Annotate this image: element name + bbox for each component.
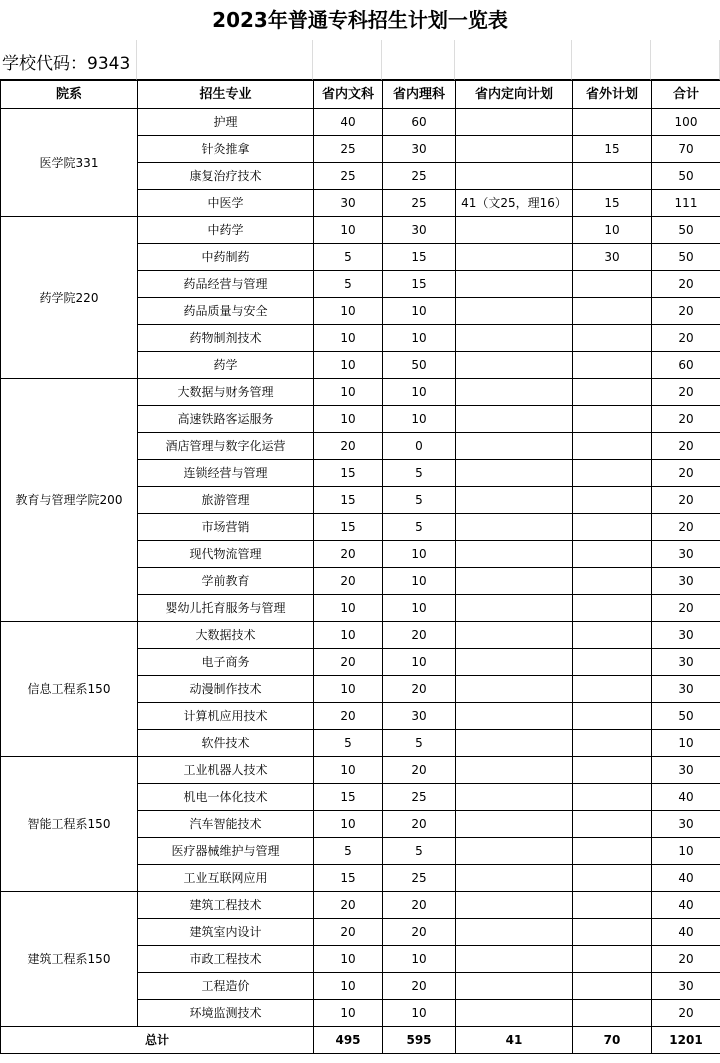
in-province-arts: 10 xyxy=(314,325,383,352)
in-province-science: 5 xyxy=(383,460,456,487)
out-of-province xyxy=(573,352,652,379)
out-of-province xyxy=(573,460,652,487)
in-province-arts: 10 xyxy=(314,1000,383,1027)
row-total: 20 xyxy=(652,298,720,325)
out-of-province xyxy=(573,595,652,622)
in-province-arts: 10 xyxy=(314,757,383,784)
in-province-science: 20 xyxy=(383,622,456,649)
in-province-science: 20 xyxy=(383,676,456,703)
major-name: 环境监测技术 xyxy=(138,1000,314,1027)
header-in-province-science: 省内理科 xyxy=(383,81,456,109)
major-name: 药品经营与管理 xyxy=(138,271,314,298)
in-province-directed xyxy=(456,757,573,784)
out-of-province: 15 xyxy=(573,190,652,217)
in-province-science: 25 xyxy=(383,190,456,217)
in-province-arts: 10 xyxy=(314,811,383,838)
out-of-province xyxy=(573,622,652,649)
header-major: 招生专业 xyxy=(138,81,314,109)
in-province-directed xyxy=(456,595,573,622)
grand-total-label: 总计 xyxy=(1,1027,314,1054)
department-name: 医学院331 xyxy=(1,109,138,217)
header-department: 院系 xyxy=(1,81,138,109)
in-province-arts: 10 xyxy=(314,406,383,433)
out-of-province xyxy=(573,784,652,811)
out-of-province xyxy=(573,487,652,514)
row-total: 40 xyxy=(652,892,720,919)
enrollment-plan-table xyxy=(0,80,720,1054)
row-total: 40 xyxy=(652,784,720,811)
out-of-province: 30 xyxy=(573,244,652,271)
in-province-arts: 15 xyxy=(314,865,383,892)
row-total: 50 xyxy=(652,244,720,271)
in-province-directed xyxy=(456,163,573,190)
page-title: 2023年普通专科招生计划一览表 xyxy=(212,8,508,32)
major-name: 动漫制作技术 xyxy=(138,676,314,703)
out-of-province xyxy=(573,838,652,865)
in-province-science: 10 xyxy=(383,406,456,433)
in-province-arts: 5 xyxy=(314,838,383,865)
in-province-directed xyxy=(456,541,573,568)
in-province-arts: 25 xyxy=(314,136,383,163)
major-name: 计算机应用技术 xyxy=(138,703,314,730)
in-province-arts: 10 xyxy=(314,352,383,379)
row-total: 30 xyxy=(652,541,720,568)
out-of-province xyxy=(573,973,652,1000)
in-province-science: 20 xyxy=(383,757,456,784)
in-province-arts: 5 xyxy=(314,244,383,271)
grand-total-directed: 41 xyxy=(456,1027,573,1054)
major-name: 婴幼儿托育服务与管理 xyxy=(138,595,314,622)
row-total: 20 xyxy=(652,433,720,460)
row-total: 20 xyxy=(652,1000,720,1027)
major-name: 建筑室内设计 xyxy=(138,919,314,946)
in-province-arts: 10 xyxy=(314,622,383,649)
out-of-province: 10 xyxy=(573,217,652,244)
department-name: 教育与管理学院200 xyxy=(1,379,138,622)
in-province-science: 10 xyxy=(383,649,456,676)
in-province-science: 10 xyxy=(383,1000,456,1027)
in-province-arts: 20 xyxy=(314,568,383,595)
major-name: 现代物流管理 xyxy=(138,541,314,568)
out-of-province xyxy=(573,109,652,136)
department-name: 药学院220 xyxy=(1,217,138,379)
in-province-science: 15 xyxy=(383,271,456,298)
in-province-science: 20 xyxy=(383,919,456,946)
out-of-province xyxy=(573,865,652,892)
grand-total-total: 1201 xyxy=(652,1027,720,1054)
in-province-science: 10 xyxy=(383,379,456,406)
row-total: 20 xyxy=(652,946,720,973)
in-province-directed xyxy=(456,892,573,919)
in-province-arts: 15 xyxy=(314,487,383,514)
grand-total-science: 595 xyxy=(383,1027,456,1054)
out-of-province xyxy=(573,568,652,595)
in-province-directed xyxy=(456,568,573,595)
department-name: 智能工程系150 xyxy=(1,757,138,892)
major-name: 药学 xyxy=(138,352,314,379)
major-name: 护理 xyxy=(138,109,314,136)
major-name: 旅游管理 xyxy=(138,487,314,514)
row-total: 20 xyxy=(652,379,720,406)
in-province-arts: 10 xyxy=(314,676,383,703)
in-province-science: 5 xyxy=(383,838,456,865)
out-of-province xyxy=(573,730,652,757)
in-province-directed xyxy=(456,730,573,757)
in-province-arts: 15 xyxy=(314,784,383,811)
in-province-science: 30 xyxy=(383,703,456,730)
out-of-province: 15 xyxy=(573,136,652,163)
row-total: 70 xyxy=(652,136,720,163)
row-total: 30 xyxy=(652,622,720,649)
table-row xyxy=(1,622,720,649)
row-total: 30 xyxy=(652,568,720,595)
table-row xyxy=(1,109,720,136)
department-name: 信息工程系150 xyxy=(1,622,138,757)
in-province-directed xyxy=(456,649,573,676)
table-row xyxy=(1,892,720,919)
row-total: 40 xyxy=(652,865,720,892)
major-name: 市场营销 xyxy=(138,514,314,541)
in-province-arts: 10 xyxy=(314,379,383,406)
out-of-province xyxy=(573,811,652,838)
header-in-province-arts: 省内文科 xyxy=(314,81,383,109)
in-province-arts: 5 xyxy=(314,730,383,757)
major-name: 大数据与财务管理 xyxy=(138,379,314,406)
header-out-of-province: 省外计划 xyxy=(573,81,652,109)
in-province-directed xyxy=(456,784,573,811)
out-of-province xyxy=(573,163,652,190)
major-name: 建筑工程技术 xyxy=(138,892,314,919)
in-province-arts: 10 xyxy=(314,595,383,622)
major-name: 工程造价 xyxy=(138,973,314,1000)
in-province-science: 60 xyxy=(383,109,456,136)
out-of-province xyxy=(573,298,652,325)
major-name: 药品质量与安全 xyxy=(138,298,314,325)
in-province-directed xyxy=(456,622,573,649)
major-name: 医疗器械维护与管理 xyxy=(138,838,314,865)
in-province-arts: 5 xyxy=(314,271,383,298)
in-province-arts: 20 xyxy=(314,649,383,676)
row-total: 20 xyxy=(652,595,720,622)
in-province-directed xyxy=(456,433,573,460)
in-province-science: 10 xyxy=(383,325,456,352)
in-province-science: 30 xyxy=(383,136,456,163)
in-province-directed xyxy=(456,325,573,352)
out-of-province xyxy=(573,514,652,541)
in-province-science: 5 xyxy=(383,514,456,541)
in-province-directed xyxy=(456,109,573,136)
major-name: 工业互联网应用 xyxy=(138,865,314,892)
major-name: 针灸推拿 xyxy=(138,136,314,163)
row-total: 111 xyxy=(652,190,720,217)
row-total: 20 xyxy=(652,271,720,298)
in-province-science: 25 xyxy=(383,163,456,190)
major-name: 连锁经营与管理 xyxy=(138,460,314,487)
in-province-arts: 10 xyxy=(314,298,383,325)
major-name: 康复治疗技术 xyxy=(138,163,314,190)
in-province-arts: 20 xyxy=(314,703,383,730)
in-province-arts: 10 xyxy=(314,217,383,244)
in-province-directed xyxy=(456,514,573,541)
in-province-science: 5 xyxy=(383,730,456,757)
in-province-science: 20 xyxy=(383,811,456,838)
in-province-arts: 10 xyxy=(314,946,383,973)
row-total: 20 xyxy=(652,460,720,487)
in-province-arts: 10 xyxy=(314,973,383,1000)
out-of-province xyxy=(573,703,652,730)
in-province-directed xyxy=(456,379,573,406)
in-province-arts: 15 xyxy=(314,514,383,541)
row-total: 30 xyxy=(652,757,720,784)
in-province-arts: 15 xyxy=(314,460,383,487)
table-row xyxy=(1,757,720,784)
major-name: 学前教育 xyxy=(138,568,314,595)
out-of-province xyxy=(573,325,652,352)
grand-total-arts: 495 xyxy=(314,1027,383,1054)
in-province-science: 15 xyxy=(383,244,456,271)
in-province-science: 20 xyxy=(383,892,456,919)
out-of-province xyxy=(573,892,652,919)
grand-total-row xyxy=(1,1027,720,1054)
header-in-province-directed: 省内定向计划 xyxy=(456,81,573,109)
row-total: 50 xyxy=(652,163,720,190)
out-of-province xyxy=(573,757,652,784)
in-province-science: 30 xyxy=(383,217,456,244)
in-province-directed xyxy=(456,919,573,946)
in-province-directed xyxy=(456,298,573,325)
out-of-province xyxy=(573,433,652,460)
out-of-province xyxy=(573,1000,652,1027)
in-province-directed xyxy=(456,460,573,487)
in-province-directed xyxy=(456,811,573,838)
major-name: 市政工程技术 xyxy=(138,946,314,973)
row-total: 30 xyxy=(652,649,720,676)
major-name: 工业机器人技术 xyxy=(138,757,314,784)
in-province-arts: 40 xyxy=(314,109,383,136)
in-province-arts: 20 xyxy=(314,919,383,946)
in-province-directed xyxy=(456,676,573,703)
major-name: 中药制药 xyxy=(138,244,314,271)
row-total: 10 xyxy=(652,730,720,757)
row-total: 30 xyxy=(652,676,720,703)
out-of-province xyxy=(573,541,652,568)
table-row xyxy=(1,217,720,244)
department-name: 建筑工程系150 xyxy=(1,892,138,1027)
out-of-province xyxy=(573,946,652,973)
row-total: 20 xyxy=(652,406,720,433)
in-province-science: 50 xyxy=(383,352,456,379)
in-province-directed xyxy=(456,271,573,298)
major-name: 中医学 xyxy=(138,190,314,217)
header-total: 合计 xyxy=(652,81,720,109)
major-name: 软件技术 xyxy=(138,730,314,757)
row-total: 50 xyxy=(652,217,720,244)
row-total: 50 xyxy=(652,703,720,730)
major-name: 机电一体化技术 xyxy=(138,784,314,811)
row-total: 20 xyxy=(652,325,720,352)
in-province-science: 10 xyxy=(383,298,456,325)
in-province-directed xyxy=(456,352,573,379)
row-total: 20 xyxy=(652,487,720,514)
in-province-directed xyxy=(456,136,573,163)
school-code-row xyxy=(0,40,720,80)
major-name: 高速铁路客运服务 xyxy=(138,406,314,433)
in-province-directed xyxy=(456,865,573,892)
row-total: 30 xyxy=(652,973,720,1000)
in-province-science: 10 xyxy=(383,568,456,595)
major-name: 大数据技术 xyxy=(138,622,314,649)
in-province-science: 0 xyxy=(383,433,456,460)
in-province-directed xyxy=(456,217,573,244)
in-province-arts: 30 xyxy=(314,190,383,217)
in-province-science: 5 xyxy=(383,487,456,514)
major-name: 酒店管理与数字化运营 xyxy=(138,433,314,460)
in-province-science: 10 xyxy=(383,541,456,568)
in-province-directed xyxy=(456,946,573,973)
row-total: 60 xyxy=(652,352,720,379)
in-province-directed xyxy=(456,973,573,1000)
major-name: 电子商务 xyxy=(138,649,314,676)
in-province-directed xyxy=(456,1000,573,1027)
in-province-directed xyxy=(456,838,573,865)
out-of-province xyxy=(573,406,652,433)
out-of-province xyxy=(573,649,652,676)
out-of-province xyxy=(573,676,652,703)
in-province-science: 10 xyxy=(383,595,456,622)
in-province-arts: 20 xyxy=(314,433,383,460)
in-province-science: 25 xyxy=(383,784,456,811)
out-of-province xyxy=(573,919,652,946)
in-province-directed xyxy=(456,703,573,730)
in-province-directed xyxy=(456,487,573,514)
row-total: 10 xyxy=(652,838,720,865)
in-province-directed: 41（文25，理16） xyxy=(456,190,573,217)
row-total: 20 xyxy=(652,514,720,541)
in-province-directed xyxy=(456,244,573,271)
major-name: 汽车智能技术 xyxy=(138,811,314,838)
in-province-arts: 25 xyxy=(314,163,383,190)
grand-total-outside: 70 xyxy=(573,1027,652,1054)
in-province-science: 10 xyxy=(383,946,456,973)
row-total: 40 xyxy=(652,919,720,946)
in-province-arts: 20 xyxy=(314,541,383,568)
school-code: 学校代码：9343 xyxy=(2,54,131,74)
in-province-science: 25 xyxy=(383,865,456,892)
table-header-row xyxy=(1,81,720,109)
in-province-science: 20 xyxy=(383,973,456,1000)
out-of-province xyxy=(573,271,652,298)
major-name: 药物制剂技术 xyxy=(138,325,314,352)
row-total: 30 xyxy=(652,811,720,838)
out-of-province xyxy=(573,379,652,406)
row-total: 100 xyxy=(652,109,720,136)
in-province-arts: 20 xyxy=(314,892,383,919)
table-row xyxy=(1,379,720,406)
major-name: 中药学 xyxy=(138,217,314,244)
table-body xyxy=(1,109,720,1027)
in-province-directed xyxy=(456,406,573,433)
